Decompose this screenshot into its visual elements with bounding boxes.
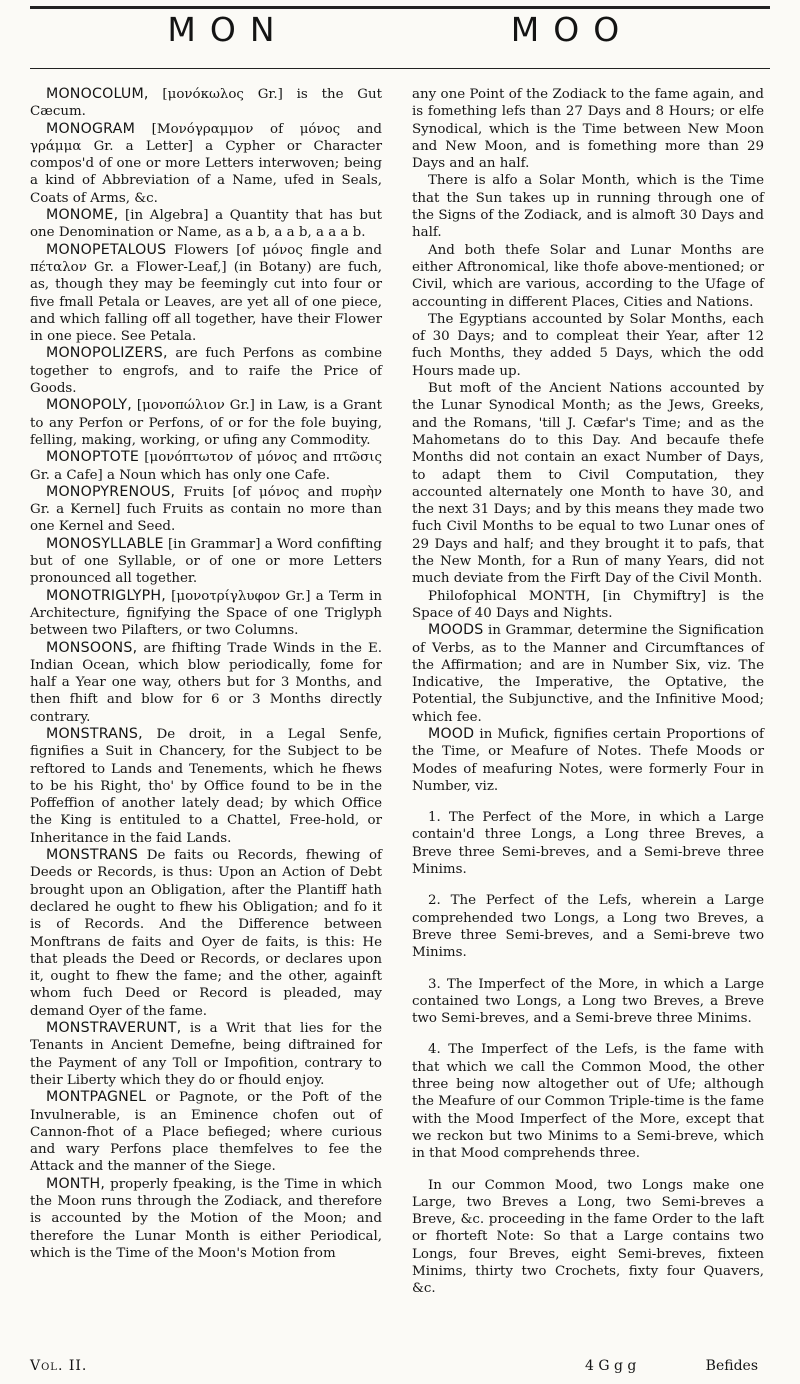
- dictionary-entry: [30, 588, 382, 640]
- dictionary-entry: [412, 172, 764, 241]
- page-footer: [30, 1358, 770, 1380]
- entry-headword: MONSTRANS,: [46, 725, 143, 742]
- entry-headword: MONSTRANS: [46, 847, 139, 864]
- dictionary-entry: [30, 242, 382, 346]
- entry-text: [μονόκωλος Gr.] is the Gut Cæcum.: [30, 87, 382, 120]
- entry-headword: MONOGRAM: [46, 120, 136, 137]
- dictionary-entry: [30, 726, 382, 847]
- dictionary-entry: [30, 121, 382, 207]
- entry-text: are fhifting Trade Winds in the E. Indian Ocean, which blow periodically, fome for half a Year one way, others but for 3 Months, and then fhift and blow for 6 or 3 Months directly contrary.: [30, 640, 382, 725]
- entry-headword: MONOPOLIZERS,: [46, 345, 168, 362]
- entry-text: In our Common Mood, two Longs make one Large, two Breves a Long, two Semi-breves a Breve, &c. proceeding in the fame Order to the laft or fhorteft Note: So that a Large contains two Longs, four Breves, eight Semi-breves, fixteen Minims, thirty two Crochets, fixty four Quavers, &c.: [412, 1177, 764, 1297]
- entry-headword: MONTPAGNEL: [46, 1089, 147, 1106]
- entry-text: [μονοτρίγλυφον Gr.] a Term in Architecture, fignifying the Space of one Triglyph between two Pilafters, or two Columns.: [30, 588, 382, 639]
- entry-text: But moft of the Ancient Nations accounted by the Lunar Synodical Month; as the Jews, Greeks, and the Romans, 'till J. Cæfar's Time; and as the Mahometans do to this Day. And becaufe thefe Months did not contain an exact Number of Days, to adapt them to Civil Computation, they accounted alternately one Month to have 30, and the next 31 Days; and by this means they made two fuch Civil Months to be equal to two Lunar ones of 29 Days and half; and they brought it to pafs, that the New Month, for a Run of many Years, did not much deviate from the Firft Day of the Civil Month.: [412, 381, 764, 587]
- header-right: MOO: [510, 10, 634, 49]
- entry-text: Fruits [of μόνος and πυρὴν Gr. a Kernel] fuch Fruits as contain no more than one Kernel and Seed.: [30, 484, 382, 535]
- entry-text: are fuch Perfons as combine together to engrofs, and to raife the Price of Goods.: [30, 346, 382, 397]
- dictionary-entry: [30, 484, 382, 536]
- entry-headword: MONSOONS,: [46, 639, 138, 656]
- dictionary-entry: [30, 397, 382, 449]
- entry-text: 2. The Perfect of the Lefs, wherein a Large comprehended two Longs, a Long two Breves, a Breve three Semi-breves, and a Semi-breve two Minims.: [412, 893, 764, 961]
- entry-headword: MONOPOLY,: [46, 397, 132, 414]
- dictionary-entry: [412, 622, 764, 726]
- dictionary-entry: [412, 1177, 764, 1298]
- entry-headword: MONOCOLUM,: [46, 86, 149, 102]
- dictionary-entry: [412, 86, 764, 172]
- dictionary-entry: [412, 311, 764, 380]
- entry-headword: MONOPYRENOUS,: [46, 483, 176, 500]
- signature-mark: 4 G g g: [585, 1358, 637, 1374]
- catchword: Befides: [705, 1358, 758, 1374]
- entry-text: De faits ou Records, fhewing of Deeds or Records, is thus: Upon an Action of Debt brought upon an Obligation, after the Plantiff hath declared he ought to fhew his Obligation; and fo it is of Records. And the Difference between Monftrans de faits and Oyer de faits, is this: He that pleads the Deed or Records, or declares upon it, ought to fhew the fame; and the other, againft whom fuch Deed or Record is pleaded, may demand Oyer of the fame.: [30, 848, 382, 1019]
- dictionary-entry: [412, 892, 764, 961]
- entry-text: or Pagnote, or the Poft of the Invulnerable, is an Eminence chofen out of Cannon-fhot of a Place befieged; where curious and wary Perfons place themfelves to fee the Attack and the manner of the Siege.: [30, 1090, 382, 1175]
- header-left: MON: [167, 10, 289, 49]
- entry-text: 1. The Perfect of the More, in which a Large contain'd three Longs, a Long three Breves, a Breve three Semi-breves, and a Semi-breve three Minims.: [412, 810, 764, 878]
- dictionary-entry: [412, 588, 764, 623]
- entry-text: And both thefe Solar and Lunar Months are either Aftronomical, like thofe above-mentioned; or Civil, which are various, according to the Ufage of accounting in different Places, Cities and Nations.: [412, 242, 764, 310]
- entry-headword: MONOSYLLABLE: [46, 535, 164, 552]
- entry-text: is a Writ that lies for the Tenants in Ancient Demefne, being diftrained for the Payment of any Toll or Impofition, contrary to their Liberty which they do or fhould enjoy.: [30, 1021, 382, 1088]
- volume-label: Vol. II.: [30, 1358, 88, 1374]
- entry-text: [μονόπτωτον of μόνος and πτῶσις Gr. a Cafe] a Noun which has only one Cafe.: [30, 450, 382, 483]
- entry-text: De droit, in a Legal Senfe, fignifies a Suit in Chancery, for the Subject to be reftored to Lands and Tenements, which he fhews to be his Right, tho' by Office found to be in the Poffeffion of another lately dead; by which Office the King is entituled to a Chattel, Free-hold, or Inheritance in the faid Lands.: [30, 726, 382, 846]
- dictionary-entry: [30, 847, 382, 1020]
- entry-text: [Μονόγραμμον of μόνος and γράμμα Gr. a Letter] a Cypher or Character compos'd of one or more Letters interwoven; being a kind of Abbreviation of a Name, ufed in Seals, Coats of Arms, &c.: [30, 121, 382, 206]
- entry-headword: MONOME,: [46, 207, 119, 224]
- dictionary-entry: [30, 449, 382, 484]
- dictionary-entry: [412, 1041, 764, 1162]
- entry-text: in Mufick, fignifies certain Proportions of the Time, or Meafure of Notes. Thefe Moods or Modes of meafuring Notes, were formerly Four in Number, viz.: [412, 726, 764, 794]
- entry-text: 4. The Imperfect of the Lefs, is the fame with that which we call the Common Mood, the other three being now altogether out of Ufe; although the Meafure of our Common Triple-time is the fame with the Mood Imperfect of the More, except that we reckon but two Minims to a Semi-breve, which in that Mood comprehends three.: [412, 1042, 764, 1162]
- entry-text: 3. The Imperfect of the More, in which a Large contained two Longs, a Long two Breves, a Breve two Semi-breves, and a Semi-breve three Minims.: [412, 976, 764, 1027]
- dictionary-entry: [30, 1176, 382, 1262]
- top-rule: [30, 6, 770, 9]
- dictionary-entry: [30, 345, 382, 397]
- entry-text: Flowers [of μόνος fingle and πέταλον Gr. a Flower-Leaf,] (in Botany) are fuch, as, though they may be feemingly cut into four or five fmall Petala or Leaves, are yet all of one piece, and which falling off all together, have their Flower in one piece. See Petala.: [30, 242, 382, 345]
- entry-text: [in Algebra] a Quantity that has but one Denomination or Name, as a b, a a b, a a a b.: [30, 208, 382, 241]
- entry-text: in Grammar, determine the Signification of Verbs, as to the Manner and Circumftances of the Affirmation; and are in Number Six, viz. The Indicative, the Imperative, the Optative, the Potential, the Subjunctive, and the Infinitive Mood; which fee.: [412, 623, 764, 725]
- dictionary-entry: [30, 1020, 382, 1089]
- entry-text: [μονοπώλιον Gr.] in Law, is a Grant to any Perfon or Perfons, of or for the fole buying, felling, making, working, or ufing any Commodity.: [30, 398, 382, 448]
- dictionary-entry: [30, 640, 382, 726]
- running-header: [48, 10, 752, 70]
- dictionary-entry: [412, 809, 764, 878]
- dictionary-entry: [30, 1089, 382, 1175]
- entry-text: Philofophical MONTH, [in Chymiftry] is the Space of 40 Days and Nights.: [412, 588, 764, 621]
- entry-headword: MONTH,: [46, 1175, 106, 1192]
- right-column: [412, 86, 764, 1298]
- dictionary-entry: [30, 536, 382, 588]
- entry-headword: MOOD: [428, 725, 475, 742]
- entry-text: The Egyptians accounted by Solar Months, each of 30 Days; and to compleat their Year, after 12 fuch Months, they added 5 Days, which the odd Hours made up.: [412, 311, 764, 379]
- dictionary-entry: [412, 380, 764, 588]
- left-column: [30, 86, 382, 1262]
- entry-text: There is alfo a Solar Month, which is the Time that the Sun takes up in running through one of the Signs of the Zodiack, and is almoft 30 Days and half.: [412, 173, 764, 241]
- entry-text: any one Point of the Zodiack to the fame again, and is fomething lefs than 27 Days and 8 Hours; or elfe Synodical, which is the Time between New Moon and New Moon, and is fomething more than 29 Days and an half.: [412, 87, 764, 172]
- dictionary-entry: [412, 976, 764, 1028]
- entry-headword: MONOPTOTE: [46, 449, 140, 466]
- dictionary-entry: [412, 726, 764, 795]
- dictionary-entry: [30, 86, 382, 121]
- dictionary-entry: [30, 207, 382, 242]
- entry-headword: MONSTRAVERUNT,: [46, 1020, 182, 1037]
- entry-headword: MONOPETALOUS: [46, 241, 167, 258]
- dictionary-entry: [412, 242, 764, 311]
- entry-headword: MOODS: [428, 622, 484, 639]
- entry-text: properly fpeaking, is the Time in which the Moon runs through the Zodiack, and therefore is accounted by the Motion of the Moon; and therefore the Lunar Month is either Periodical, which is the Time of the Moon's Motion from: [30, 1176, 382, 1261]
- header-rule: [30, 68, 770, 69]
- entry-text: [in Grammar] a Word confifting but of one Syllable, or of one or more Letters pronounced all together.: [30, 536, 383, 587]
- entry-headword: MONOTRIGLYPH,: [46, 587, 166, 604]
